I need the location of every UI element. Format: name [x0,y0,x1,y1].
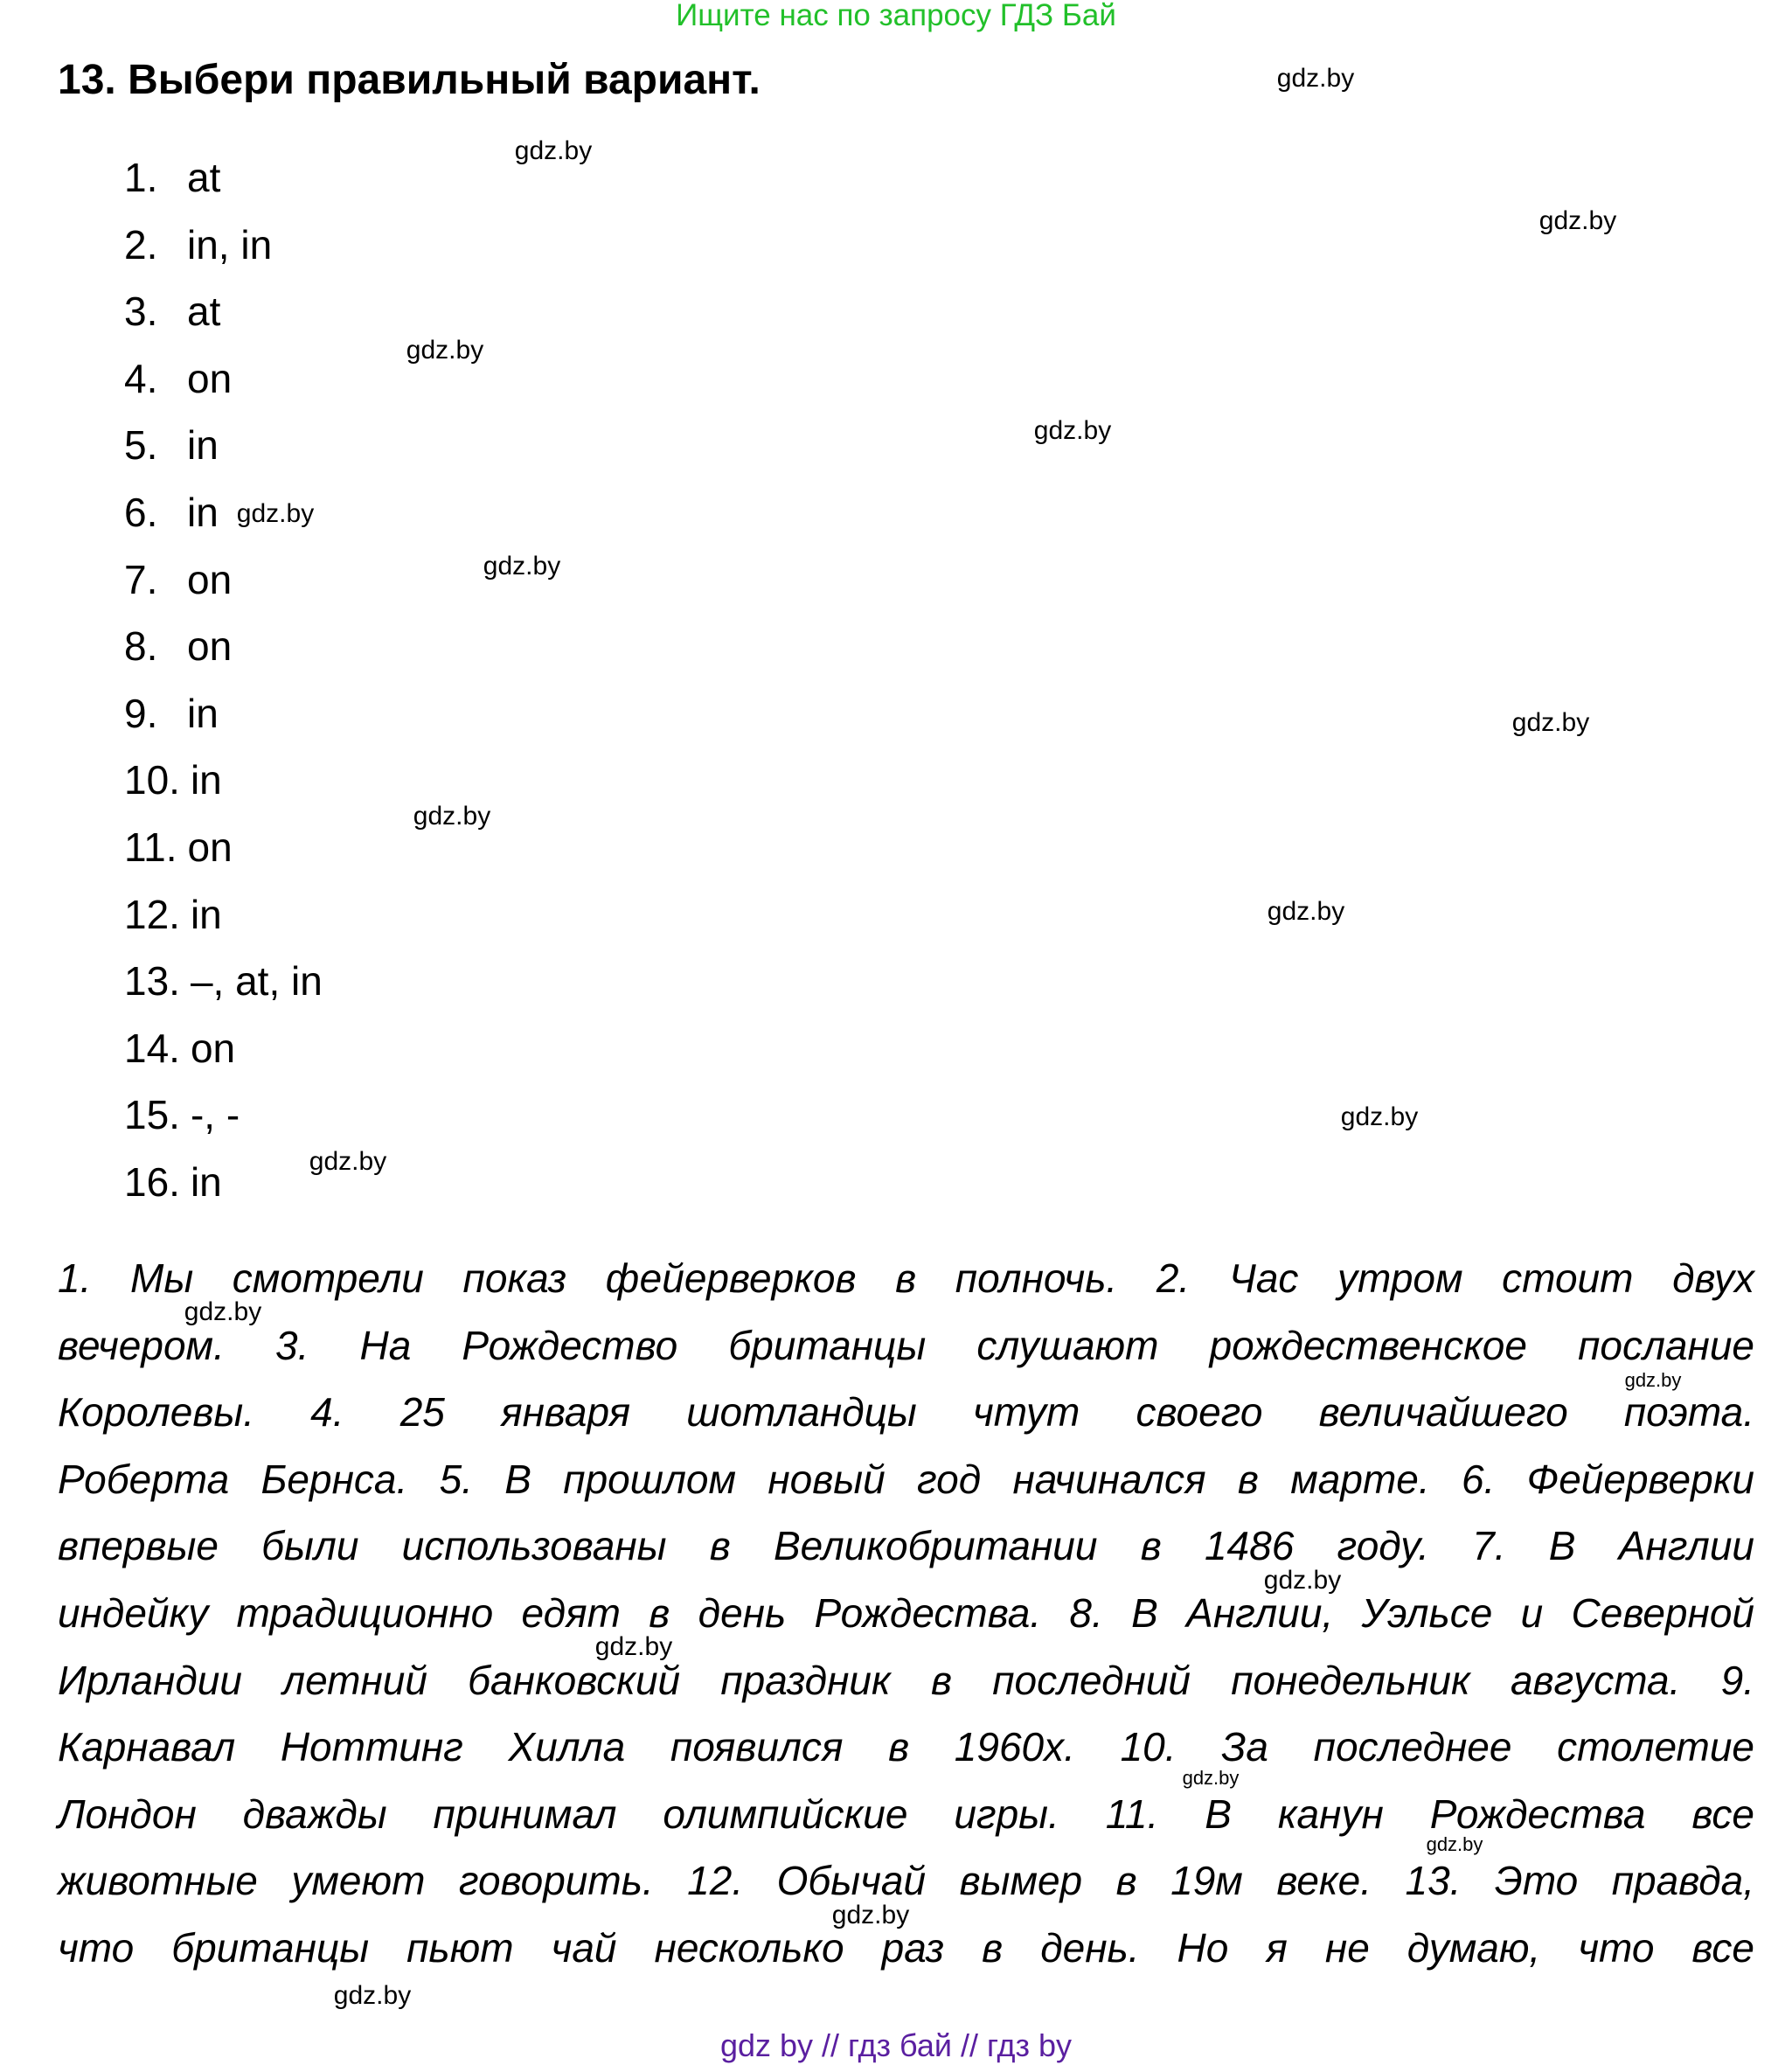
answer-item [124,1021,323,1088]
answer-list [124,150,323,1222]
answer-number: 3. [124,289,158,335]
answer-text: at [187,289,221,335]
answer-number: 5. [124,422,158,469]
answer-number: 8. [124,623,158,670]
watermark: gdz.by [184,1297,262,1326]
translation-paragraph [58,1248,1754,1985]
answer-number: 2. [124,221,158,268]
footer-links: gdz by // гдз бай // гдз by [719,2027,1073,2063]
translation-line: Лондон дважды принимал олимпийские игры. 11. В канун Рождества все [58,1790,1754,1837]
watermark: gdz.by [309,1147,387,1176]
answer-number: 6. [124,489,158,535]
translation-line: впервые были использованы в Великобритании в 1486 году. 7. В Англии [58,1523,1754,1569]
answer-number: 12. [124,891,180,937]
watermark: gdz.by [1182,1767,1240,1789]
answer-text: in [187,489,219,535]
watermark: gdz.by [831,1901,910,1929]
answer-item [124,887,323,955]
answer-number: 16. [124,1158,180,1205]
answer-item [124,954,323,1021]
answer-item [124,418,323,485]
answer-text: in [187,422,219,469]
answer-text: in [190,757,222,803]
answer-text: on [190,1025,236,1071]
answer-number: 7. [124,556,158,602]
watermark: gdz.by [1624,1369,1682,1391]
translation-line: Роберта Бернса. 5. В прошлом новый год начинался в марте. 6. Фейерверки [58,1456,1754,1502]
watermark: gdz.by [1511,708,1590,737]
translation-line: животные умеют говорить. 12. Обычай вымер в 19м веке. 13. Это правда, [58,1858,1754,1904]
answer-number: 9. [124,690,158,736]
answer-text: at [187,155,221,200]
watermark: gdz.by [1538,206,1617,235]
answer-text: in [190,891,222,937]
watermark: gdz.by [1276,64,1355,93]
answer-text: –, at, in [190,958,323,1005]
watermark: gdz.by [413,802,491,831]
answer-number: 15. [124,1092,180,1138]
answer-item [124,619,323,686]
answer-item [124,553,323,620]
answer-text: on [187,623,233,670]
answer-item [124,753,323,820]
answer-item [124,686,323,754]
translation-line: что британцы пьют чай несколько раз в день. Но я не думаю, что все [58,1924,1754,1971]
translation-line: индейку традиционно едят в день Рождества. 8. В Англии, Уэльсе и Северной [58,1589,1754,1636]
answer-text: on [187,355,233,401]
answer-number: 4. [124,355,158,401]
answer-text: -, - [190,1092,240,1138]
watermark: gdz.by [514,136,593,165]
translation-line: Ирландии летний банковский праздник в последний понедельник августа. 9. [58,1657,1754,1703]
answer-number: 1. [124,155,158,200]
translation-line: Королевы. 4. 25 января шотландцы чтут своего величайшего поэта. [58,1389,1754,1436]
answer-text: in, in [187,221,273,268]
answer-number: 10. [124,757,180,803]
answer-item [124,351,323,419]
search-banner: Ищите нас по запросу ГДЗ Бай [676,0,1116,32]
answer-item [124,1155,323,1222]
answer-text: on [187,824,233,870]
translation-line: Карнавал Ноттинг Хилла появился в 1960х. 10. За последнее столетие [58,1724,1754,1770]
answer-item [124,150,323,218]
watermark: gdz.by [594,1632,673,1661]
answer-item [124,1088,323,1155]
exercise-title: 13. Выбери правильный вариант. [58,57,761,103]
answer-text: on [187,556,233,602]
answer-number: 11. [124,824,177,870]
answer-item [124,284,323,351]
watermark: gdz.by [1033,416,1112,445]
watermark: gdz.by [406,336,484,365]
watermark: gdz.by [236,499,315,528]
translation-line: вечером. 3. На Рождество британцы слушают рождественское послание [58,1322,1754,1368]
answer-number: 14. [124,1025,180,1071]
answer-number: 13. [124,958,180,1005]
answer-text: in [190,1158,222,1205]
answer-text: in [187,690,219,736]
watermark: gdz.by [1263,1566,1342,1595]
watermark: gdz.by [333,1981,412,2010]
watermark: gdz.by [483,552,561,581]
answer-item [124,218,323,285]
translation-line: 1. Мы смотрели показ фейерверков в полночь. 2. Час утром стоит двух [58,1255,1754,1301]
watermark: gdz.by [1267,897,1345,926]
watermark: gdz.by [1426,1833,1483,1855]
watermark: gdz.by [1340,1102,1419,1131]
answer-item [124,820,323,887]
